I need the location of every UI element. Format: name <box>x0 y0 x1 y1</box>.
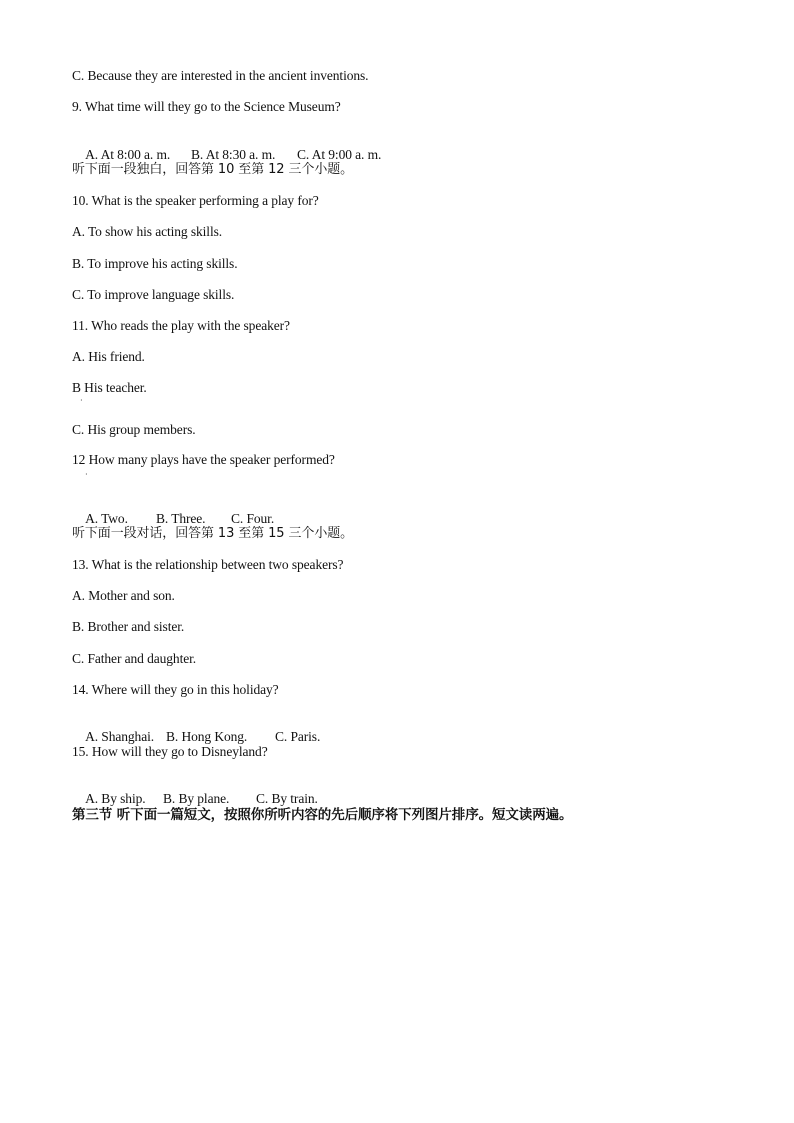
q10-option-a: A. To show his acting skills. <box>72 224 223 239</box>
q15-option-c: C. By train. <box>256 791 318 806</box>
question-10: 10. What is the speaker performing a play for? <box>72 193 319 208</box>
question-15: 15. How will they go to Disneyland? <box>72 744 268 759</box>
q11-option-c: C. His group members. <box>72 422 196 437</box>
q10-option-b: B. To improve his acting skills. <box>72 256 238 271</box>
q9-option-c: C. At 9:00 a. m. <box>297 147 382 162</box>
q11-option-a: A. His friend. <box>72 349 145 364</box>
question-13: 13. What is the relationship between two speakers? <box>72 557 344 572</box>
q9-option-b: B. At 8:30 a. m. <box>191 147 276 162</box>
q12-option-b: B. Three. <box>156 511 206 526</box>
question-9: 9. What time will they go to the Science Museum? <box>72 99 341 114</box>
section-3-heading: 第三节 听下面一篇短文，按照你所听内容的先后顺序将下列图片排序。短文读两遍。 <box>72 807 573 823</box>
stray-dot: · <box>85 470 88 479</box>
q13-option-b: B. Brother and sister. <box>72 619 185 634</box>
question-11: 11. Who reads the play with the speaker? <box>72 318 290 333</box>
q12-option-c: C. Four. <box>231 511 275 526</box>
q12-option-a: A. Two. <box>85 511 128 526</box>
q11-option-b: B His teacher. <box>72 380 147 395</box>
question-12: 12 How many plays have the speaker performed? <box>72 452 335 467</box>
q13-option-c: C. Father and daughter. <box>72 651 197 666</box>
q13-option-a: A. Mother and son. <box>72 588 175 603</box>
q14-option-c: C. Paris. <box>275 729 321 744</box>
q15-option-b: B. By plane. <box>163 791 230 806</box>
stray-dot: · <box>80 396 83 405</box>
q14-option-a: A. Shanghai. <box>85 729 155 744</box>
instruction-13-15: 听下面一段对话，回答第 13 至第 15 三个小题。 <box>72 526 354 541</box>
q14-option-b: B. Hong Kong. <box>166 729 248 744</box>
question-14: 14. Where will they go in this holiday? <box>72 682 279 697</box>
q9-option-a: A. At 8:00 a. m. <box>85 147 171 162</box>
q15-option-a: A. By ship. <box>85 791 146 806</box>
instruction-10-12: 听下面一段独白，回答第 10 至第 12 三个小题。 <box>72 162 354 177</box>
q8-option-c: C. Because they are interested in the ancient inventions. <box>72 68 369 83</box>
q10-option-c: C. To improve language skills. <box>72 287 235 302</box>
